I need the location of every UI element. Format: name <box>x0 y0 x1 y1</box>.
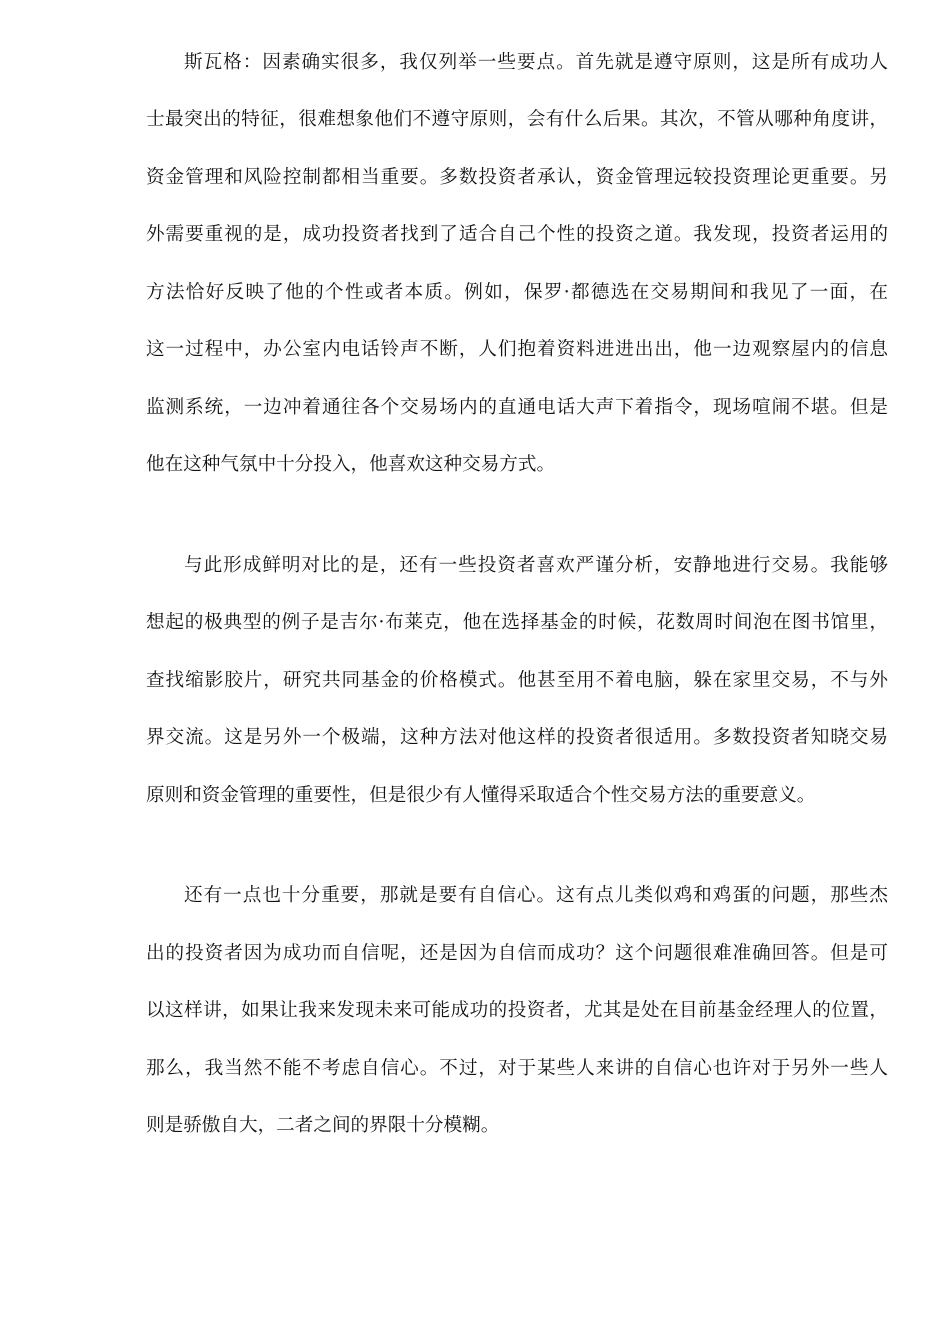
paragraph-line: 则是骄傲自大，二者之间的界限十分模糊。 <box>146 1115 500 1136</box>
paragraph-line: 监测系统，一边冲着通往各个交易场内的直通电话大声下着指令，现场喧闹不堪。但是 <box>146 397 888 418</box>
paragraph-line: 查找缩影胶片，研究共同基金的价格模式。他甚至用不着电脑，躲在家里交易，不与外 <box>146 670 888 691</box>
paragraph-line: 与此形成鲜明对比的是，还有一些投资者喜欢严谨分析，安静地进行交易。我能够 <box>184 555 888 576</box>
paragraph-line: 还有一点也十分重要，那就是要有自信心。这有点儿类似鸡和鸡蛋的问题，那些杰 <box>184 885 888 906</box>
paragraph-line: 想起的极典型的例子是吉尔·布莱克，他在选择基金的时候，花数周时间泡在图书馆里， <box>146 612 888 633</box>
paragraph-line: 方法恰好反映了他的个性或者本质。例如，保罗·都德选在交易期间和我见了一面，在 <box>146 282 888 303</box>
paragraph-line: 界交流。这是另外一个极端，这种方法对他这样的投资者很适用。多数投资者知晓交易 <box>146 727 888 748</box>
paragraph-line: 这一过程中，办公室内电话铃声不断，人们抱着资料进进出出，他一边观察屋内的信息 <box>146 339 888 360</box>
paragraph-line: 以这样讲，如果让我来发现未来可能成功的投资者，尤其是处在目前基金经理人的位置， <box>146 1000 888 1021</box>
paragraph-line: 斯瓦格：因素确实很多，我仅列举一些要点。首先就是遵守原则，这是所有成功人 <box>184 52 888 73</box>
paragraph-line: 资金管理和风险控制都相当重要。多数投资者承认，资金管理远较投资理论更重要。另 <box>146 167 888 188</box>
paragraph-line: 士最突出的特征，很难想象他们不遵守原则，会有什么后果。其次，不管从哪种角度讲， <box>146 109 888 130</box>
paragraph-line: 那么，我当然不能不考虑自信心。不过，对于某些人来讲的自信心也许对于另外一些人 <box>146 1058 888 1079</box>
paragraph-line: 出的投资者因为成功而自信呢，还是因为自信而成功？这个问题很难准确回答。但是可 <box>146 943 888 964</box>
paragraph-line: 他在这种气氛中十分投入，他喜欢这种交易方式。 <box>146 454 556 475</box>
paragraph-line: 外需要重视的是，成功投资者找到了适合自己个性的投资之道。我发现，投资者运用的 <box>146 224 888 245</box>
paragraph-line: 原则和资金管理的重要性，但是很少有人懂得采取适合个性交易方法的重要意义。 <box>146 785 816 806</box>
